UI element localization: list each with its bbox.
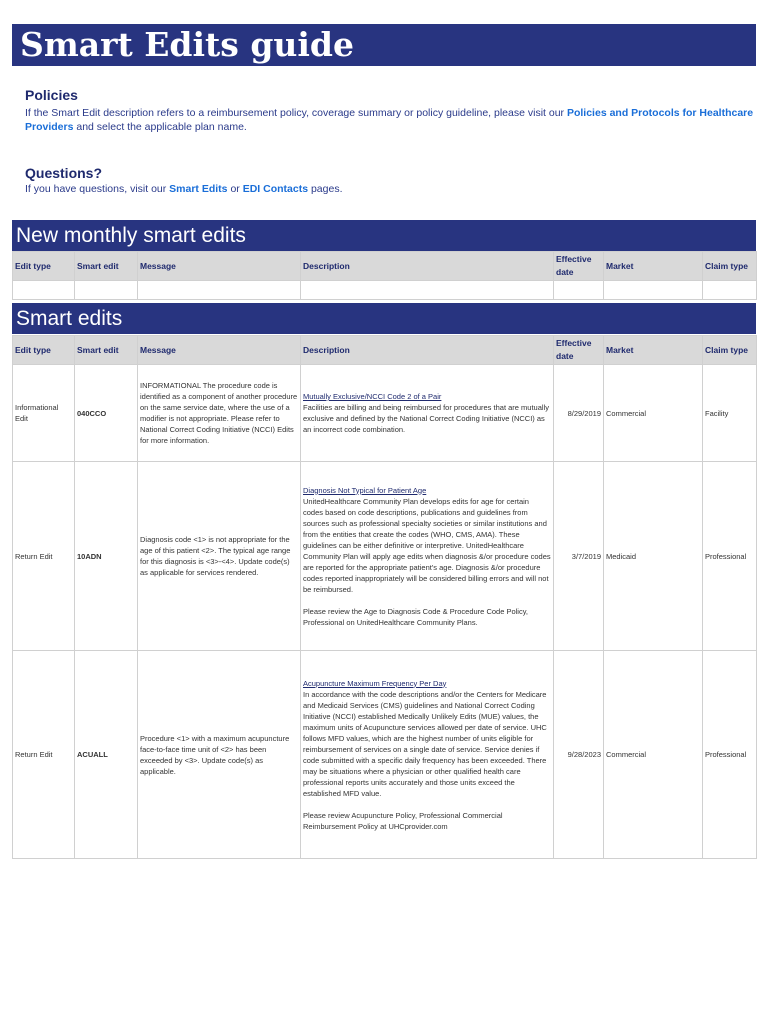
description-cell — [301, 651, 554, 859]
monthly-section-heading: New monthly smart edits — [12, 220, 756, 251]
smart-edit-code: 040CCO — [75, 365, 138, 462]
description-note: Please review the Age to Diagnosis Code & Procedure Code Policy, Professional on UnitedHealthcare Community Plans. — [303, 606, 528, 627]
col-smart-edit: Smart edit — [75, 252, 138, 281]
col-edit-type: Edit type — [13, 336, 75, 365]
market-cell: Commercial — [604, 365, 703, 462]
message-cell: INFORMATIONAL The procedure code is identified as a component of another procedure on the same service date, where the use of a modifier is not appropriate. Please refer to National Correct Coding Initiative (NCCI) Edits for more information. — [138, 365, 301, 462]
claim-type-cell: Professional — [703, 651, 757, 859]
description-body: Facilities are billing and being reimbursed for procedures that are mutually exclusive and defined by the National Correct Coding Initiative (NCCI) as an incorrect code combination. — [303, 403, 549, 434]
smart-edits-header-row — [13, 336, 757, 365]
col-description: Description — [301, 252, 554, 281]
message-cell: Diagnosis code <1> is not appropriate for the age of this patient <2>. The typical age range for this diagnosis is <3>-<4>. Update code(s) as applicable for services rendered. — [138, 462, 301, 651]
effective-date-cell: 8/29/2019 — [554, 365, 604, 462]
col-message: Message — [138, 336, 301, 365]
smart-edits-section-heading: Smart edits — [12, 303, 756, 334]
empty-cell — [554, 281, 604, 300]
market-cell: Commercial — [604, 651, 703, 859]
edit-type-cell: Return Edit — [13, 651, 75, 859]
description-cell — [301, 365, 554, 462]
edi-contacts-link[interactable]: EDI Contacts — [242, 183, 309, 195]
col-description: Description — [301, 336, 554, 365]
monthly-header-row — [13, 252, 757, 281]
col-effective-date: Effective date — [554, 252, 604, 281]
questions-text — [25, 182, 760, 196]
empty-cell — [138, 281, 301, 300]
smart-edit-code: ACUALL — [75, 651, 138, 859]
effective-date-cell: 3/7/2019 — [554, 462, 604, 651]
claim-type-cell: Professional — [703, 462, 757, 651]
description-title: Diagnosis Not Typical for Patient Age — [303, 485, 427, 495]
smart-edit-code: 10ADN — [75, 462, 138, 651]
col-claim-type: Claim type — [703, 336, 757, 365]
description-note: Please review Acupuncture Policy, Professional Commercial Reimbursement Policy at UHCprovider.com — [303, 810, 503, 831]
empty-cell — [13, 281, 75, 300]
market-cell: Medicaid — [604, 462, 703, 651]
col-market: Market — [604, 336, 703, 365]
questions-text-after: pages. — [308, 183, 343, 195]
policies-protocols-link[interactable]: Policies and Protocols for Healthcare Providers — [25, 107, 754, 133]
table-row — [13, 651, 757, 859]
monthly-edits-table — [12, 251, 757, 300]
empty-cell — [703, 281, 757, 300]
empty-cell — [604, 281, 703, 300]
empty-cell — [75, 281, 138, 300]
questions-text-before: If you have questions, visit our — [25, 183, 170, 195]
empty-row — [13, 281, 757, 300]
description-title: Acupuncture Maximum Frequency Per Day — [303, 678, 447, 688]
description-title: Mutually Exclusive/NCCI Code 2 of a Pair — [303, 392, 442, 401]
smart-edits-table — [12, 335, 757, 859]
description-body: UnitedHealthcare Community Plan develops edits for age for certain codes based on code descriptions, publications and guidelines from sources such as professional specialty societies or similar institutions and from the entities that create the codes (WHO, CMS, AMA). These guidelines can be either definitive or interpretive. UnitedHealthcare Community Plan will apply age edits when diagnosis &/or procedure codes are reported for the appropriate patient's age. Diagnosis &/or procedure codes reported inappropriately will be considered billing errors and will not be reimbursed. — [303, 496, 551, 594]
smart-edits-link[interactable]: Smart Edits — [169, 183, 228, 195]
questions-text-mid: or — [227, 183, 243, 195]
edit-type-cell: Return Edit — [13, 462, 75, 651]
empty-cell — [301, 281, 554, 300]
policies-heading: Policies — [25, 87, 78, 103]
claim-type-cell: Facility — [703, 365, 757, 462]
col-edit-type: Edit type — [13, 252, 75, 281]
policies-text — [25, 106, 760, 134]
questions-heading: Questions? — [25, 165, 103, 181]
message-cell: Procedure <1> with a maximum acupuncture face-to-face time unit of <2> has been exceeded by <3>. Update code(s) as applicable. — [138, 651, 301, 859]
table-row — [13, 462, 757, 651]
policies-text-after: and select the applicable plan name. — [73, 121, 247, 133]
description-cell — [301, 462, 554, 651]
table-row — [13, 365, 757, 462]
policies-text-before: If the Smart Edit description refers to a reimbursement policy, coverage summary or policy guideline, please visit our — [25, 107, 567, 119]
col-smart-edit: Smart edit — [75, 336, 138, 365]
edit-type-cell: Informational Edit — [13, 365, 75, 462]
effective-date-cell: 9/28/2023 — [554, 651, 604, 859]
col-effective-date: Effective date — [554, 336, 604, 365]
col-message: Message — [138, 252, 301, 281]
col-claim-type: Claim type — [703, 252, 757, 281]
col-market: Market — [604, 252, 703, 281]
page-title: Smart Edits guide — [12, 24, 756, 66]
description-body: In accordance with the code descriptions and/or the Centers for Medicare and Medicaid Services (CMS) guidelines and National Correct Coding Initiative (NCCI) established Medically Unlikely Edits (MUE) values, the maximum units of Acupuncture services allowed per date of service. UHC follows MFD values, which are the highest number of units eligible for reimbursement of services on a single date of service. Service denies if code submitted with a specific daily frequency has been exceeded. There may be situations where a physician or other qualified health care professional reports units accurately and those units exceed the established MFD value. — [303, 689, 547, 798]
